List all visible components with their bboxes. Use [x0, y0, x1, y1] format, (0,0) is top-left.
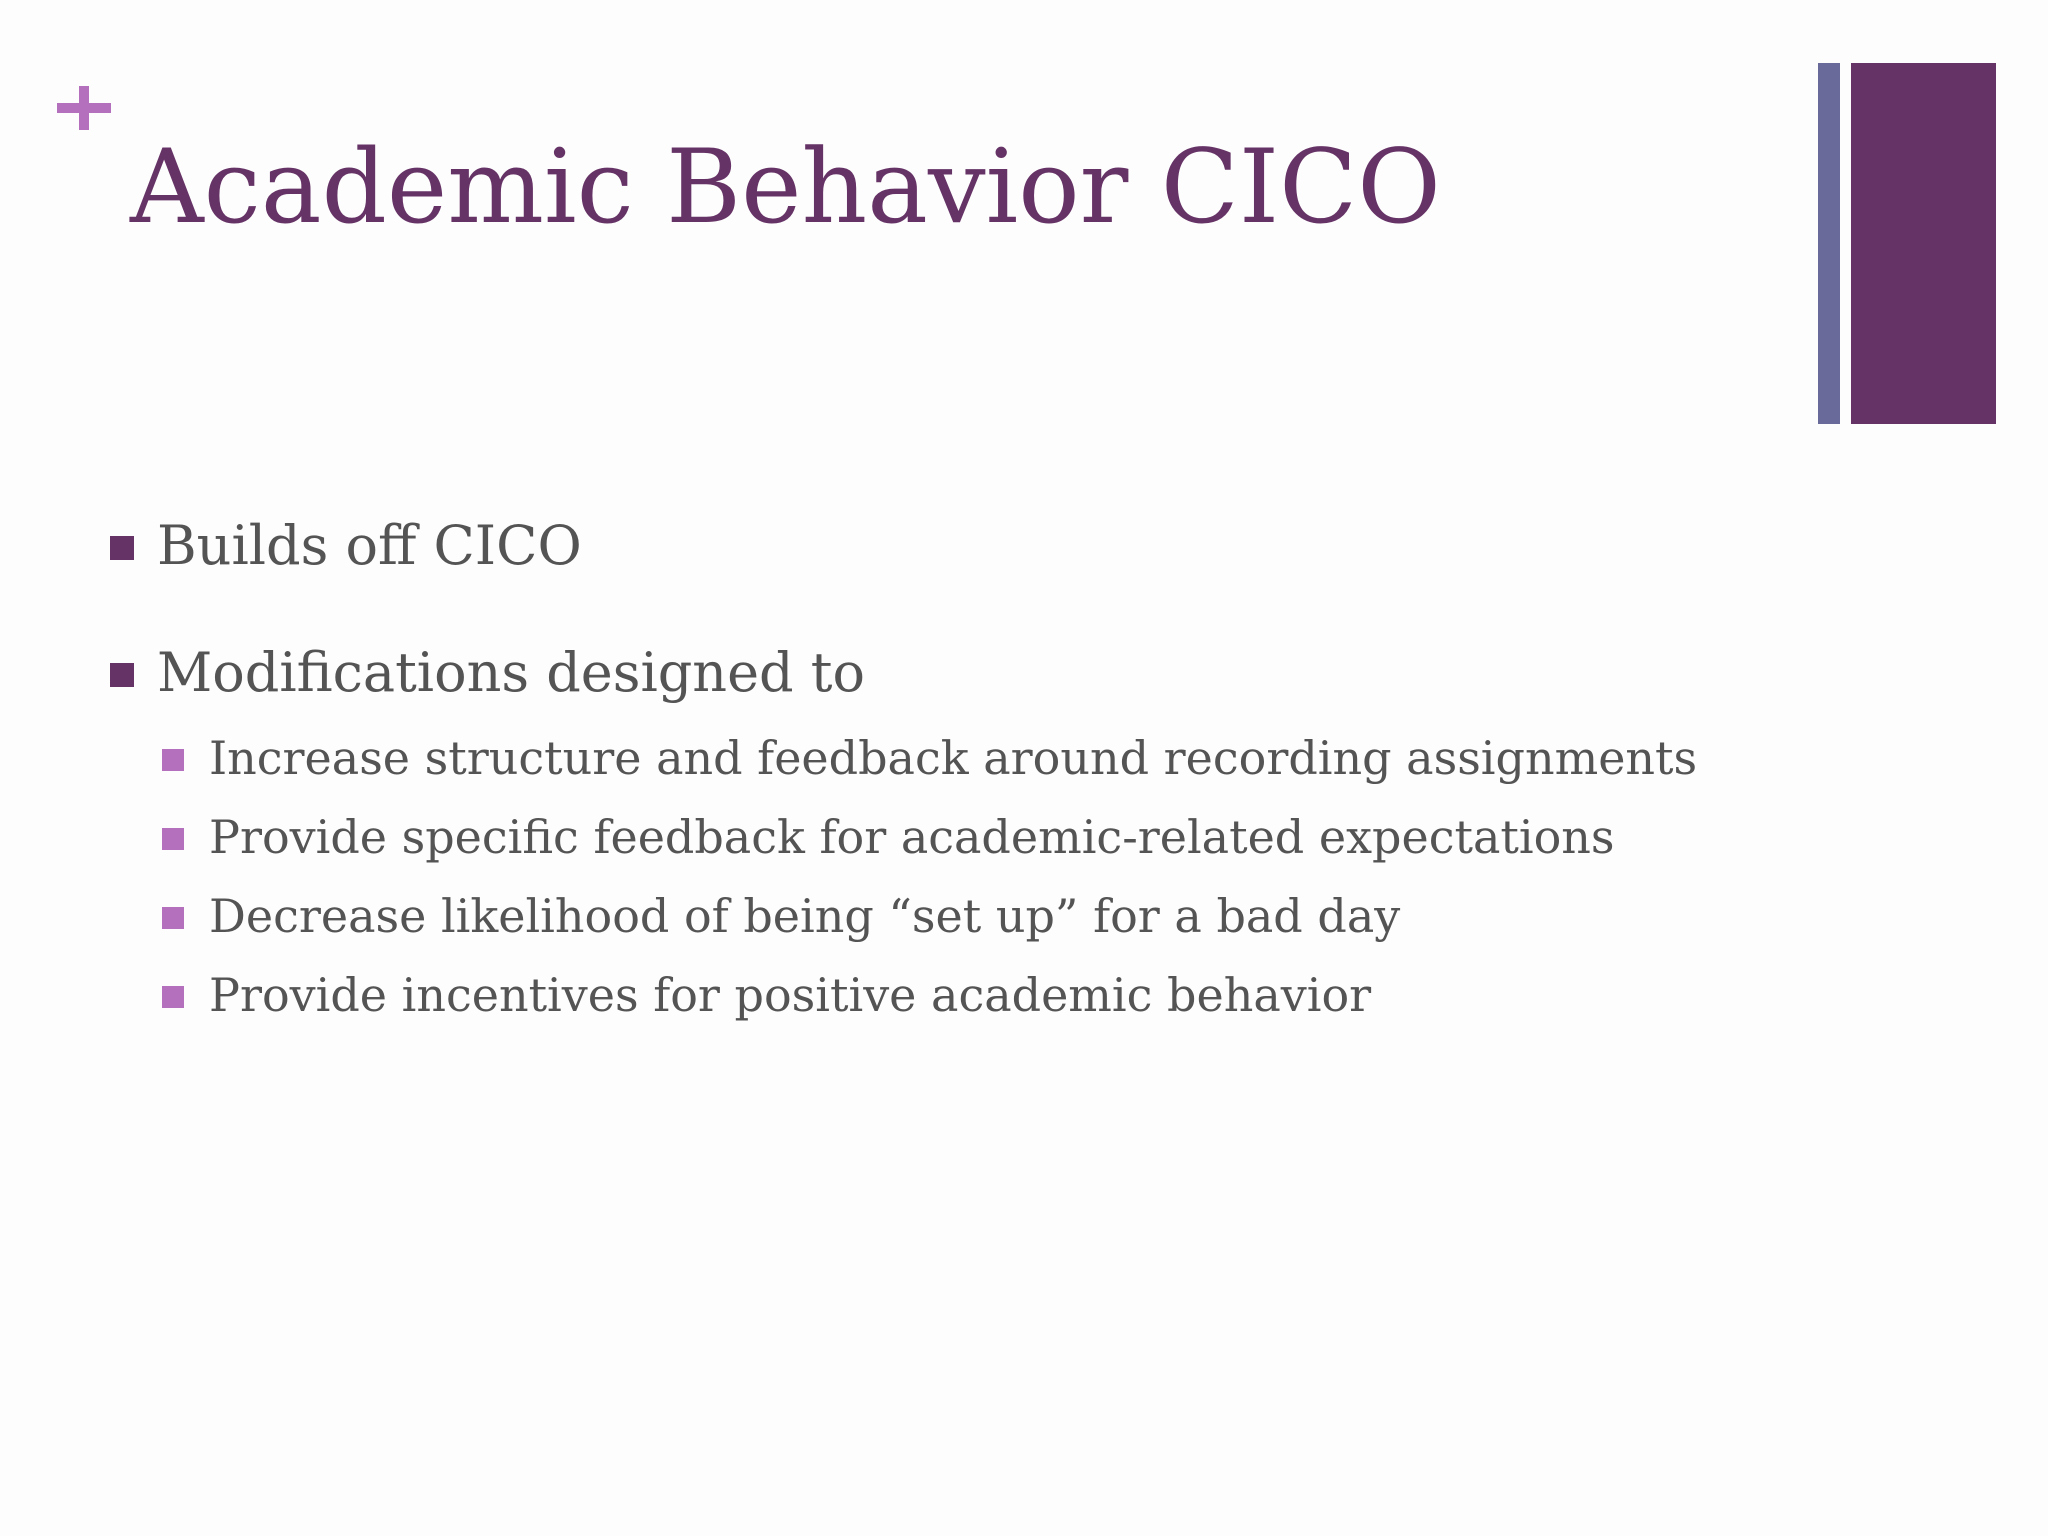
square-bullet-icon: [110, 536, 134, 560]
square-bullet-icon: [162, 907, 184, 929]
bullet-text: Modifications designed to: [157, 641, 865, 704]
decorative-bar-thick: [1851, 63, 1996, 424]
sub-bullet-text: Increase structure and feedback around recording assignments: [209, 731, 1698, 785]
square-bullet-icon: [162, 986, 184, 1008]
square-bullet-icon: [162, 828, 184, 850]
square-bullet-icon: [162, 749, 184, 771]
slide-title: Academic Behavior CICO: [130, 128, 1441, 247]
sub-bullet-text: Provide specific feedback for academic-related expectations: [209, 810, 1615, 864]
plus-icon: [52, 70, 116, 134]
bullet-text: Builds off CICO: [157, 514, 582, 577]
sub-bullet-text: Provide incentives for positive academic behavior: [209, 968, 1372, 1022]
sub-bullet-text: Decrease likelihood of being “set up” for a bad day: [209, 889, 1401, 943]
square-bullet-icon: [110, 663, 134, 687]
decorative-bar-thin: [1818, 63, 1840, 424]
